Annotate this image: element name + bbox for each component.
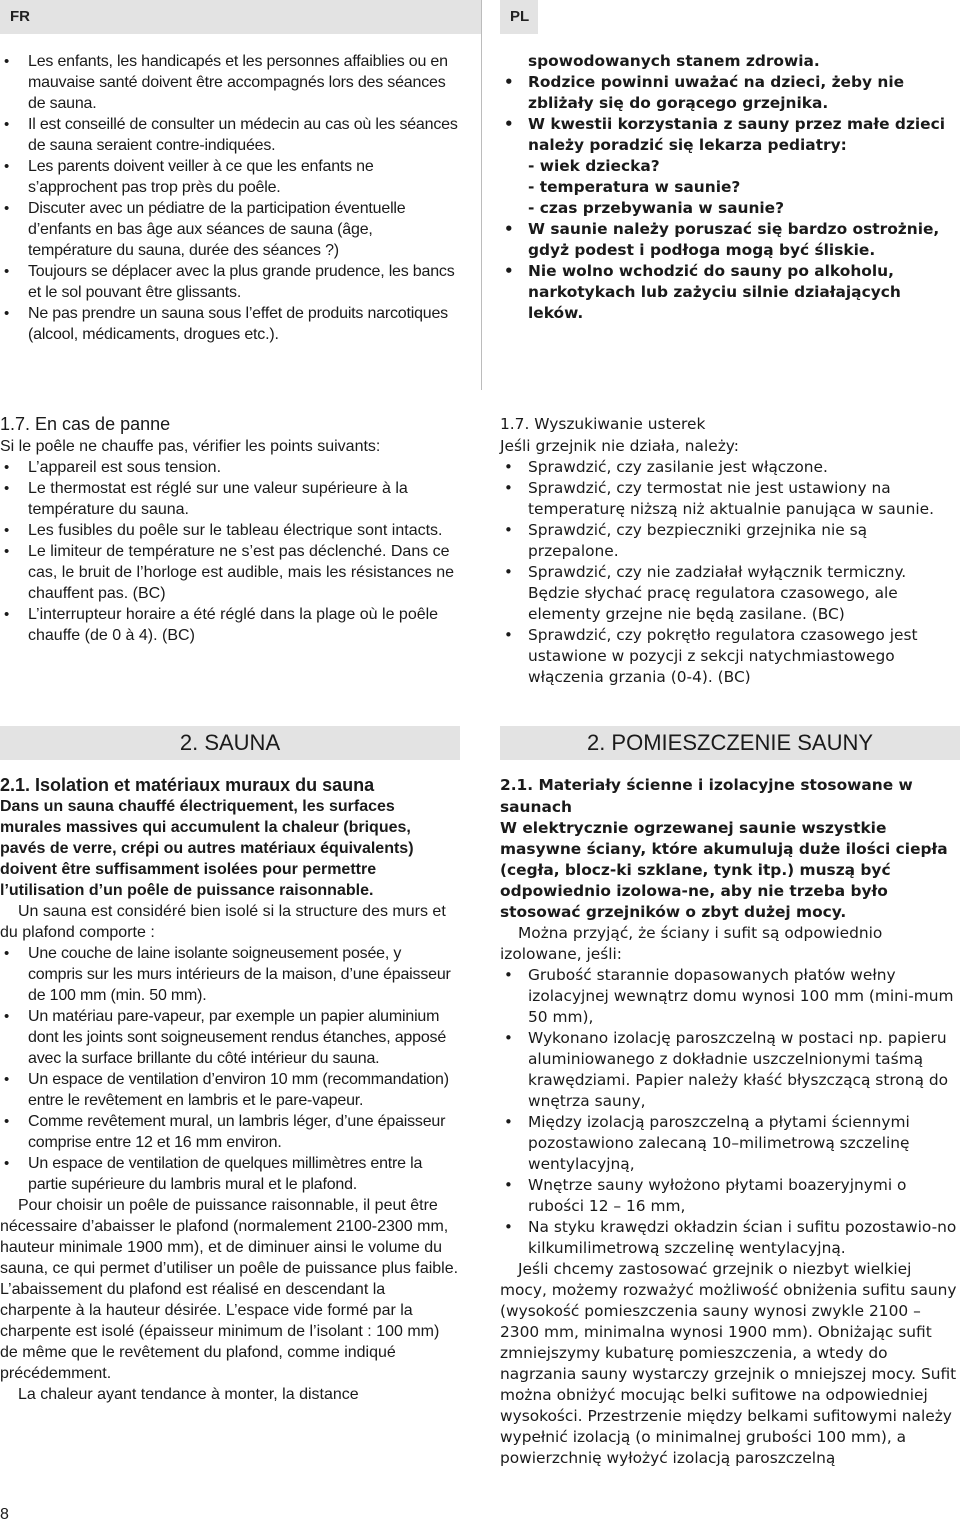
list-item: • Sprawdzić, czy nie zadziałał wyłącznik termiczny. Będzie słychać pracę regulatora czasowego, ale elementy grzejne nie będą zasilane. (BC)	[500, 562, 960, 625]
list-item: • Grubość starannie dopasowanych płatów wełny izolacyjnej wewnątrz domu wynosi 100 mm (mini-mum 50 mm),	[500, 965, 960, 1028]
list-item: • Le limiteur de température ne s’est pas déclenché. Dans ce cas, le bruit de l’horloge est audible, mais les résistances ne chauffent pas. (BC)	[0, 541, 460, 604]
list-item: • Na styku krawędzi okładzin ścian i sufitu pozostawio-no kilkumilimetrową szczelinę wentylacyjną.	[500, 1217, 960, 1259]
pl-fault-intro: Jeśli grzejnik nie działa, należy:	[500, 437, 739, 455]
pl-safety-section	[500, 51, 960, 324]
list-item: • Les parents doivent veiller à ce que les enfants ne s’approchent pas trop près du poêle.	[0, 156, 460, 198]
pl-safety-list-cont	[500, 219, 960, 324]
list-item: • Nie wolno wchodzić do sauny po alkoholu, narkotykach lub zażyciu silnie działających leków.	[500, 261, 960, 324]
pl-section-heading: 2.1. Materiały ścienne i izolacyjne stosowane w saunach	[500, 776, 913, 816]
fr-insulation-list	[0, 943, 460, 1195]
pediatric-point: - czas przebywania w saunie?	[528, 199, 785, 217]
list-item: • Sprawdzić, czy zasilanie jest włączone.	[500, 457, 960, 478]
pediatric-point: - temperatura w saunie?	[528, 178, 741, 196]
list-item: • Le thermostat est réglé sur une valeur supérieure à la température du sauna.	[0, 478, 460, 520]
list-item: • W kwestii korzystania z sauny przez małe dzieci należy poradzić się lekarza pediatry:	[500, 114, 960, 156]
pl-insulated-intro: Można przyjąć, że ściany i sufit są odpowiednio izolowane, jeśli:	[500, 924, 883, 963]
fr-fault-intro: Si le poêle ne chauffe pas, vérifier les points suivants:	[0, 438, 381, 455]
fr-language-bar	[0, 0, 482, 34]
fr-chapter-title: 2. SAUNA	[0, 726, 460, 760]
list-item: • Un espace de ventilation de quelques millimètres entre la partie supérieure du lambris mural et le plafond.	[0, 1153, 460, 1195]
fr-safety-list	[0, 51, 460, 345]
list-item: • Sprawdzić, czy pokrętło regulatora czasowego jest ustawione w pozycji z sekcji natychmiastowego włączenia grzania (0-4). (BC)	[500, 625, 960, 688]
pl-safety-list	[500, 72, 960, 156]
list-item: • Un matériau pare-vapeur, par exemple un papier aluminium dont les joints sont soigneusement rendus étanches, apposé avec la surface brillante du côté intérieur du sauna.	[0, 1006, 460, 1069]
list-item: • Ne pas prendre un sauna sous l’effet de produits narcotiques (alcool, médicaments, drogues etc.).	[0, 303, 460, 345]
list-item: • Les fusibles du poêle sur le tableau électrique sont intacts.	[0, 520, 460, 541]
list-item: • Discuter avec un pédiatre de la participation éventuelle d’enfants en bas âge aux séances de sauna (âge, température du sauna, durée des séances ?)	[0, 198, 460, 261]
pl-ceiling-text: Jeśli chcemy zastosować grzejnik o niezbyt wielkiej mocy, możemy rozważyć możliwość obniżenia sufitu sauny (wysokość pomieszczenia sauny wynosi zwykle 2100 – 2300 mm, minimalna wynosi 1900 mm). Obniżając sufit zmniejszymy kubaturę pomieszczenia, a wtedy do nagrzania sauny wystarczy grzejnik o mniejszej mocy. Sufit można obniżyć mocując belki sufitowe na odpowiedniej wysokości. Przestrzenie między belkami sufitowymi należy wypełnić izolacją (o minimalnej grubości 100 mm), a powierzchnię wyłożyć izolacją paroszczelną	[500, 1260, 957, 1467]
list-item: • Toujours se déplacer avec la plus grande prudence, les bancs et le sol pouvant être glissants.	[0, 261, 460, 303]
list-item: • Les enfants, les handicapés et les personnes affaiblies ou en mauvaise santé doivent être accompagnés lors des séances de sauna.	[0, 51, 460, 114]
fr-insulation-section	[0, 774, 460, 1405]
fr-insulated-intro: Un sauna est considéré bien isolé si la structure des murs et du plafond comporte :	[0, 903, 446, 941]
list-item: • Wnętrze sauny wyłożono płytami boazeryjnymi o rubości 12 – 16 mm,	[500, 1175, 960, 1217]
list-item: • Sprawdzić, czy termostat nie jest ustawiony na temperaturę niższą niż aktualnie panująca w saunie.	[500, 478, 960, 520]
column-divider	[481, 0, 482, 390]
list-item: • Une couche de laine isolante soigneusement posée, y compris sur les murs intérieurs de la maison, d’une épaisseur de 100 mm (min. 50 mm).	[0, 943, 460, 1006]
fr-fault-list	[0, 457, 460, 646]
pl-language-label: PL	[510, 8, 530, 25]
pediatric-point: - wiek dziecka?	[528, 157, 660, 175]
page-number: 8	[0, 1506, 9, 1523]
list-item: • Między izolacją paroszczelną a płytami ściennymi pozostawiono zalecaną 10–milimetrową szczelinę wentylacyjną,	[500, 1112, 960, 1175]
list-item: • W saunie należy poruszać się bardzo ostrożnie, gdyż podest i podłoga mogą być śliskie.	[500, 219, 960, 261]
fr-fault-heading: 1.7. En cas de panne	[0, 414, 171, 434]
fr-fault-section	[0, 412, 460, 646]
list-item: • Sprawdzić, czy bezpieczniki grzejnika nie są przepalone.	[500, 520, 960, 562]
list-item: • Il est conseillé de consulter un médecin au cas où les séances de sauna seraient contre-indiquées.	[0, 114, 460, 156]
fr-language-label: FR	[10, 8, 30, 25]
list-item: • Un espace de ventilation d’environ 10 mm (recommandation) entre le revêtement en lambris et le pare-vapeur.	[0, 1069, 460, 1111]
list-item: • Wykonano izolację paroszczelną w postaci np. papieru aluminiowanego z dokładnie uszczelnionymi taśmą krawędziami. Papier należy kłaść błyszczącą stroną do wnętrza sauny,	[500, 1028, 960, 1112]
pl-language-bar	[500, 0, 538, 34]
fr-ceiling-text: Pour choisir un poêle de puissance raisonnable, il peut être nécessaire d’abaisser le plafond (normalement 2100-2300 mm, hauteur minimale 1900 mm), et de diminuer ainsi le volume du sauna, ce qui permet d’utiliser un poêle de puissance plus faible. L’abaissement du plafond est réalisé en descendant la charpente à la hauteur désirée. L’espace vide formé par la charpente est isolé (épaisseur minimum de l’isolant : 100 mm) de même que le revêtement du plafond, comme indiqué précédemment.	[0, 1197, 459, 1382]
pl-fault-heading: 1.7. Wyszukiwanie usterek	[500, 415, 706, 433]
list-item: • Comme revêtement mural, un lambris léger, d’une épaisseur comprise entre 12 et 16 mm environ.	[0, 1111, 460, 1153]
fr-heat-text: La chaleur ayant tendance à monter, la distance	[18, 1386, 359, 1403]
pl-insulation-list	[500, 965, 960, 1259]
pl-fault-section	[500, 412, 960, 688]
fr-section-heading: 2.1. Isolation et matériaux muraux du sauna	[0, 775, 375, 795]
pl-section-lead: W elektrycznie ogrzewanej saunie wszystkie masywne ściany, które akumulują duże ilości ciepła (cegła, blocz-ki szklane, tynk itp.) muszą być odpowiednio izolowa-ne, aby nie trzeba było stosować grzejników o zbyt dużej mocy.	[500, 819, 948, 921]
fr-safety-section	[0, 51, 460, 345]
list-item: • Rodzice powinni uważać na dzieci, żeby nie zbliżały się do gorącego grzejnika.	[500, 72, 960, 114]
pl-chapter-title: 2. POMIESZCZENIE SAUNY	[500, 726, 960, 760]
list-item: • L’interrupteur horaire a été réglé dans la plage où le poêle chauffe (de 0 à 4). (BC)	[0, 604, 460, 646]
pl-insulation-section	[500, 774, 960, 1469]
fr-section-lead: Dans un sauna chauffé électriquement, les surfaces murales massives qui accumulent la chaleur (briques, pavés de verre, crépi ou autres matériaux équivalents) doivent être suffisamment isolées pour permettre l’utilisation d’un poêle de puissance raisonnable.	[0, 798, 414, 899]
pl-fault-list	[500, 457, 960, 688]
pl-safety-continuation: spowodowanych stanem zdrowia.	[528, 52, 820, 70]
list-item: • L’appareil est sous tension.	[0, 457, 460, 478]
